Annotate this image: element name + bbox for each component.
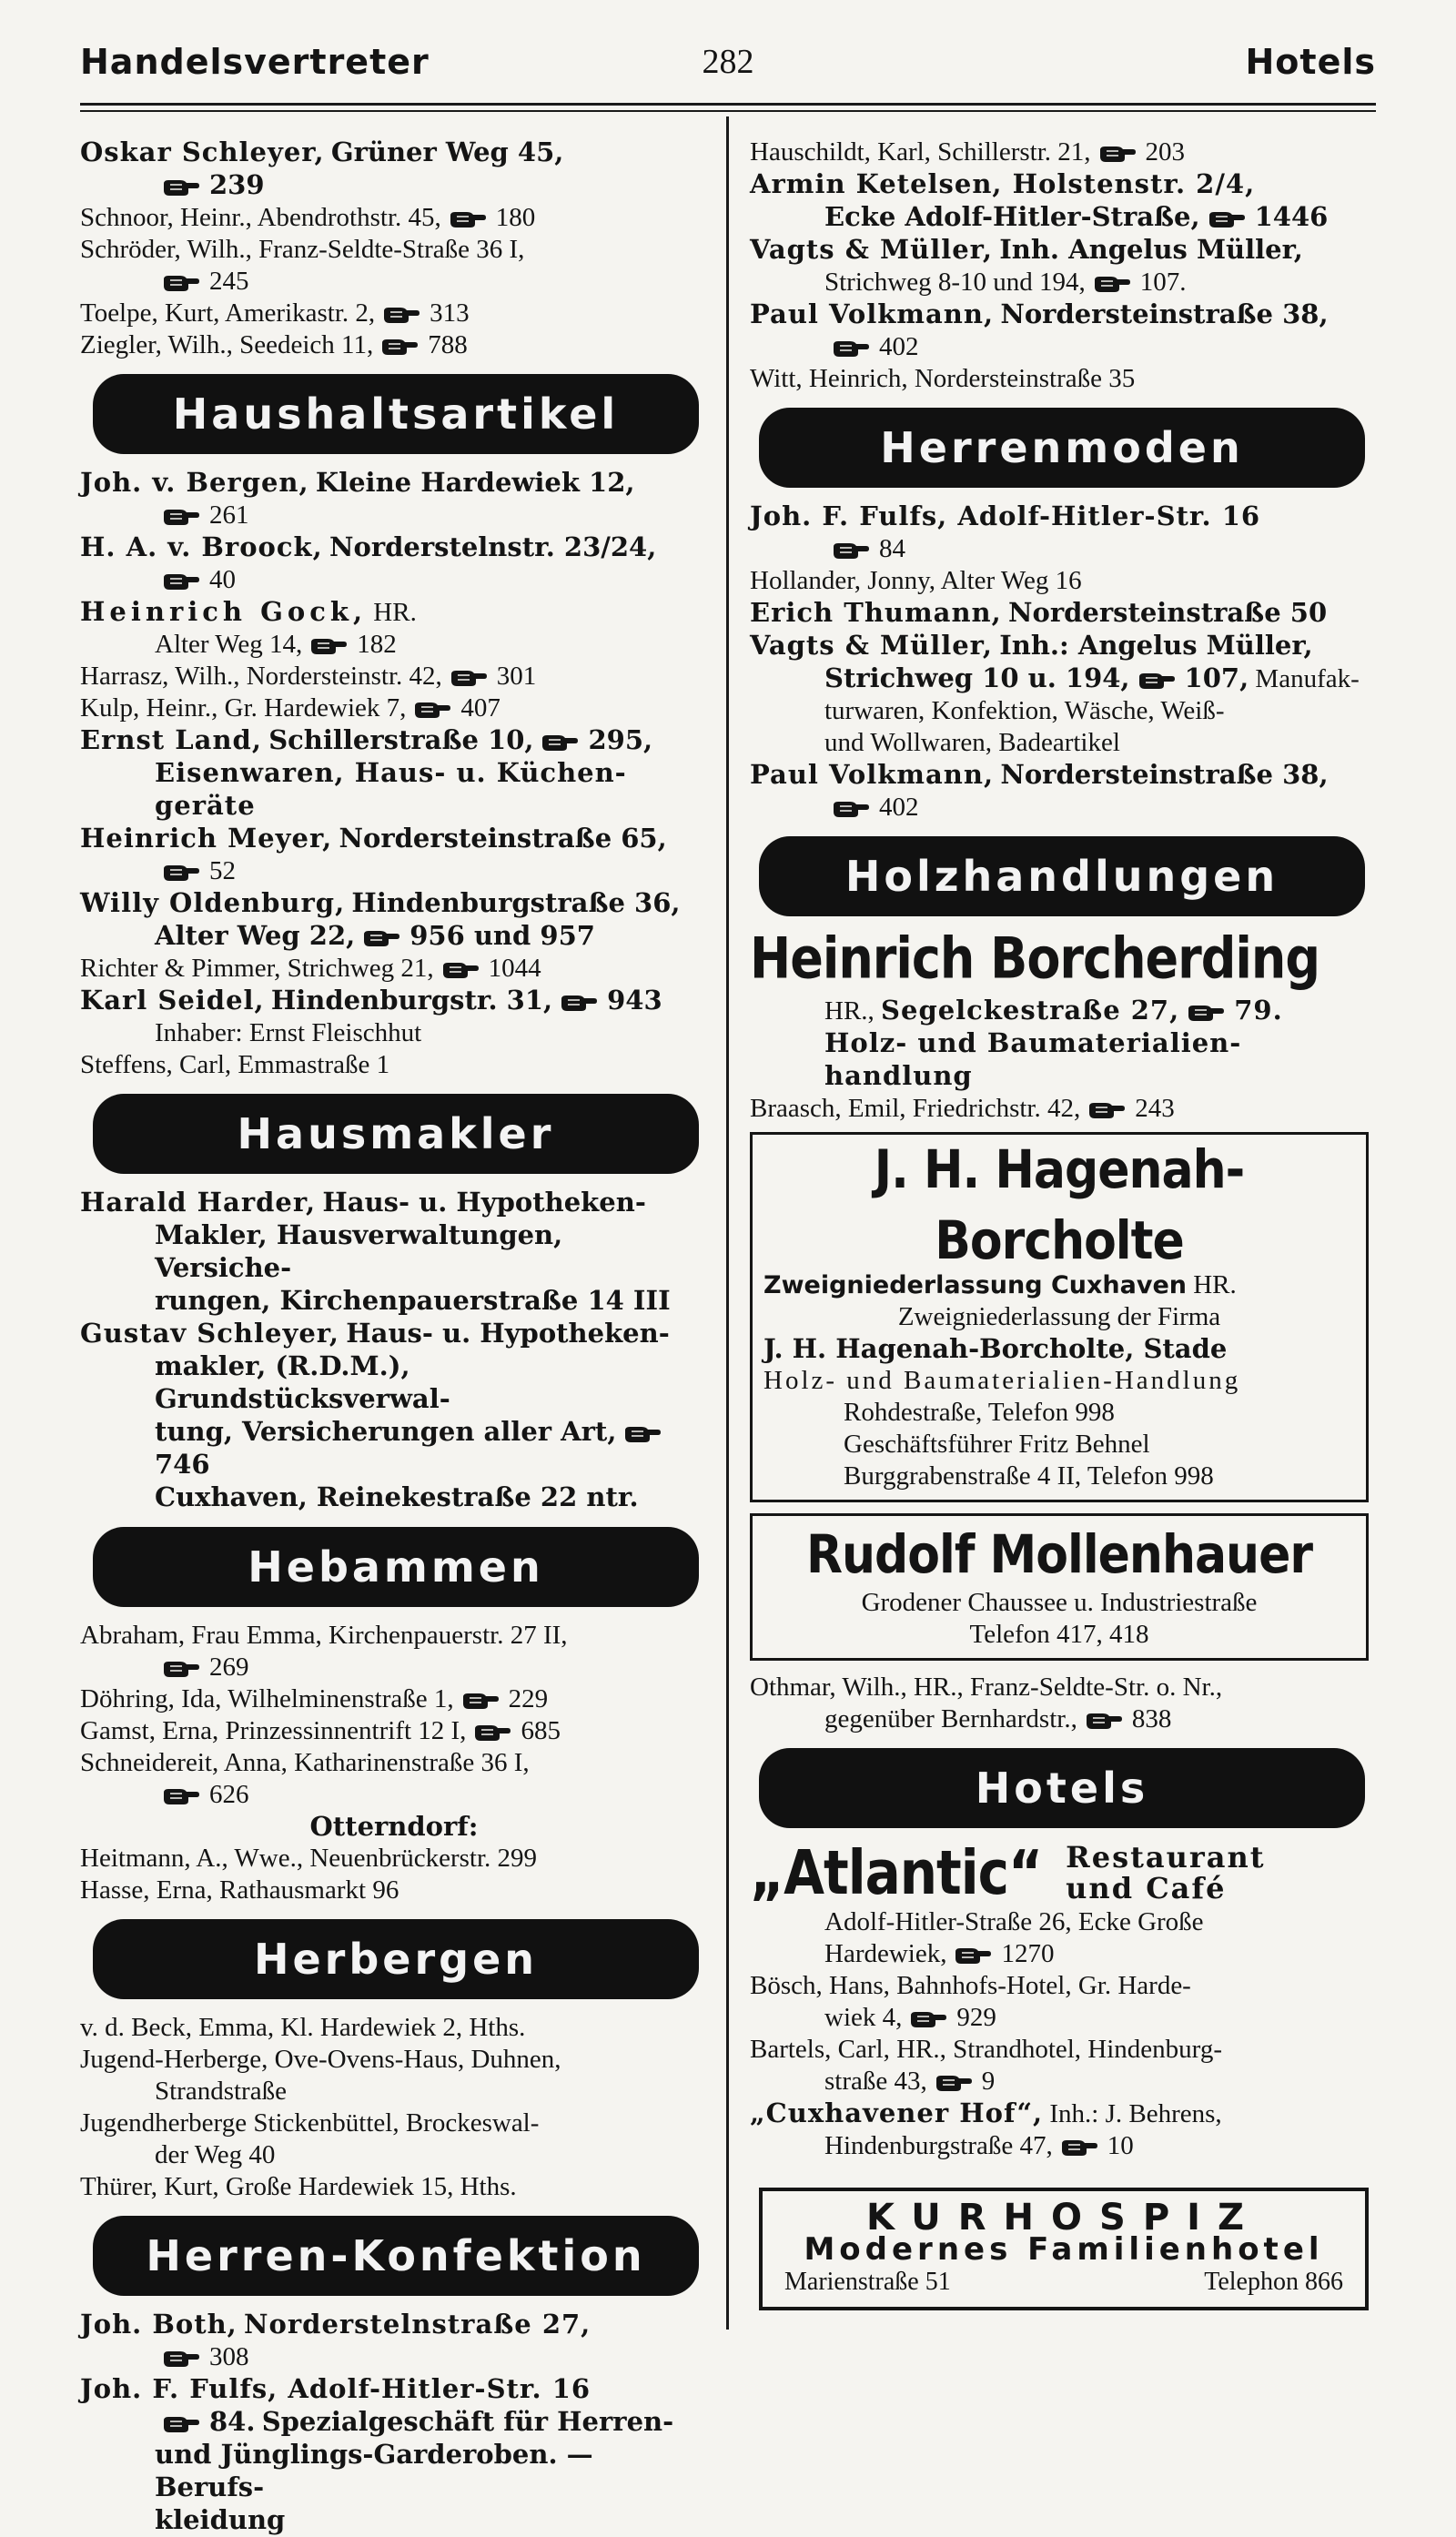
section-banner-hausmakler: Hausmakler bbox=[93, 1094, 699, 1174]
telephone-icon bbox=[309, 635, 348, 657]
advert-atlantic bbox=[750, 1836, 1378, 1909]
header-left-title: Handelsvertreter bbox=[80, 42, 430, 82]
section-banner-herren-konfektion: Herren-Konfektion bbox=[93, 2216, 699, 2296]
advert-rudolf-mollenhauer bbox=[750, 1513, 1369, 1661]
listing-entry: Joh. Both, Norderstelnstraße 27, bbox=[80, 2309, 592, 2340]
telephone-icon bbox=[461, 1690, 500, 1712]
listing-entry-cont: 402 bbox=[750, 331, 1378, 363]
advert-line: Geschäftsführer Fritz Behnel bbox=[844, 1430, 1150, 1459]
telephone-icon bbox=[162, 1658, 200, 1680]
advert-line: Holz- und Baumaterialien-Handlung bbox=[763, 1366, 1241, 1395]
listing-entry: Hollander, Jonny, Alter Weg 16 bbox=[750, 566, 1082, 595]
listing-entry-cont: Makler, Hausverwaltungen, Versiche- bbox=[155, 1219, 563, 1283]
listing-entry-cont: 308 bbox=[80, 2341, 708, 2373]
advert-line: J. H. Hagenah-Borcholte, Stade bbox=[763, 1333, 1228, 1364]
section-banner-hebammen: Hebammen bbox=[93, 1527, 699, 1607]
listing-entry: Joh. v. Bergen, Kleine Hardewiek 12, bbox=[80, 467, 635, 498]
telephone-icon bbox=[162, 506, 200, 528]
telephone-icon bbox=[1098, 143, 1137, 165]
listing-entry: Karl Seidel, Hindenburgstr. 31, 943 bbox=[80, 985, 662, 1016]
listing-entry: Hasse, Erna, Rathausmarkt 96 bbox=[80, 1875, 399, 1905]
section-banner-herbergen: Herbergen bbox=[93, 1919, 699, 1999]
listing-entry: Braasch, Emil, Friedrichstr. 42, 243 bbox=[750, 1094, 1175, 1123]
listing-entry: Schnoor, Heinr., Abendrothstr. 45, 180 bbox=[80, 203, 536, 232]
telephone-icon bbox=[1085, 1710, 1123, 1732]
advert-line: Burggrabenstraße 4 II, Telefon 998 bbox=[844, 1461, 1214, 1491]
listing-entry: Paul Volkmann, Nordersteinstraße 38, bbox=[750, 298, 1329, 329]
telephone-icon bbox=[954, 1945, 992, 1966]
page-header bbox=[80, 42, 1376, 89]
listing-entry: Steffens, Carl, Emmastraße 1 bbox=[80, 1050, 390, 1079]
listing-entry-cont: 84 bbox=[750, 533, 1378, 565]
telephone-icon bbox=[413, 699, 451, 721]
listing-entry: Richter & Pimmer, Strichweg 21, 1044 bbox=[80, 954, 541, 983]
listing-entry: Kulp, Heinr., Gr. Hardewiek 7, 407 bbox=[80, 693, 500, 723]
listing-entry-cont: Hindenburgstraße 47, 10 bbox=[824, 2131, 1134, 2160]
listing-entry-cont: Eisenwaren, Haus- u. Küchen- bbox=[155, 757, 627, 788]
telephone-icon bbox=[362, 927, 400, 949]
listing-entry: Witt, Heinrich, Nordersteinstraße 35 bbox=[750, 364, 1136, 393]
listing-entry-cont: 626 bbox=[80, 1779, 708, 1811]
telephone-icon bbox=[450, 667, 488, 689]
listing-entry: Hauschildt, Karl, Schillerstr. 21, 203 bbox=[750, 137, 1186, 167]
listing-entry: Othmar, Wilh., HR., Franz-Seldte-Str. o. Nr., bbox=[750, 1673, 1223, 1702]
advert-line: Zweigniederlassung der Firma bbox=[897, 1302, 1221, 1331]
telephone-icon bbox=[162, 272, 200, 294]
listing-entry-cont: 84. Spezialgeschäft für Herren- bbox=[80, 2406, 708, 2439]
listing-entry-cont: kleidung bbox=[155, 2504, 286, 2535]
section-banner-hotels: Hotels bbox=[759, 1748, 1365, 1828]
page-number: 282 bbox=[702, 43, 754, 81]
telephone-icon bbox=[449, 208, 487, 230]
listing-entry-cont: gegenüber Bernhardstr., 838 bbox=[824, 1704, 1172, 1733]
listing-entry-cont: 261 bbox=[80, 500, 708, 531]
telephone-icon bbox=[162, 571, 200, 592]
listing-entry-cont: straße 43, 9 bbox=[824, 2067, 996, 2096]
telephone-icon bbox=[1087, 1099, 1126, 1121]
telephone-icon bbox=[441, 959, 480, 981]
listing-entry: Döhring, Ida, Wilhelminenstraße 1, 229 bbox=[80, 1684, 549, 1713]
advert-kurhospiz-contact: Marienstraße 51 Telephon 866 bbox=[784, 2268, 1343, 2296]
listing-entry: Heitmann, A., Wwe., Neuenbrückerstr. 299 bbox=[80, 1844, 538, 1873]
listing-entry-cont: Strandstraße bbox=[155, 2077, 287, 2106]
telephone-icon bbox=[623, 1423, 662, 1445]
listing-entry: v. d. Beck, Emma, Kl. Hardewiek 2, Hths. bbox=[80, 2013, 526, 2042]
listing-entry-cont: Alter Weg 14, 182 bbox=[155, 630, 397, 659]
listing-entry: Heinrich Meyer, Nordersteinstraße 65, bbox=[80, 823, 667, 854]
telephone-icon bbox=[162, 2348, 200, 2370]
telephone-icon bbox=[1187, 1002, 1225, 1024]
advert-kurhospiz-title: KURHOSPIZ bbox=[865, 2197, 1262, 2239]
telephone-icon bbox=[162, 1785, 200, 1807]
column-divider bbox=[726, 116, 729, 2330]
listing-entry: Thürer, Kurt, Große Hardewiek 15, Hths. bbox=[80, 2172, 517, 2201]
listing-entry: Bösch, Hans, Bahnhofs-Hotel, Gr. Harde- bbox=[750, 1971, 1191, 2000]
advert-logo: Rudolf Mollenhauer bbox=[805, 1524, 1312, 1586]
listing-entry: Vagts & Müller, Inh. Angelus Müller, bbox=[750, 234, 1303, 265]
listing-entry: Paul Volkmann, Nordersteinstraße 38, bbox=[750, 759, 1329, 790]
section-banner-holzhandlungen: Holzhandlungen bbox=[759, 836, 1365, 916]
advert-line: Zweigniederlassung Cuxhaven HR. bbox=[763, 1270, 1237, 1299]
listing-entry: H. A. v. Broock, Norderstelnstr. 23/24, bbox=[80, 531, 657, 562]
listing-entry-cont: 402 bbox=[750, 792, 1378, 824]
telephone-icon bbox=[162, 177, 200, 198]
section-banner-haushaltsartikel: Haushaltsartikel bbox=[93, 374, 699, 454]
telephone-icon bbox=[162, 2413, 200, 2435]
listing-entry: Erich Thumann, Nordersteinstraße 50 bbox=[750, 597, 1328, 628]
advert-atlantic-tag: Restaurant und Café bbox=[1066, 1840, 1266, 1905]
telephone-icon bbox=[162, 862, 200, 884]
listing-entry: Armin Ketelsen, Holstenstr. 2/4, bbox=[750, 168, 1256, 199]
listing-entry-cont: wiek 4, 929 bbox=[824, 2003, 996, 2032]
section-banner-herrenmoden: Herrenmoden bbox=[759, 408, 1365, 488]
listing-entry-cont: Strichweg 8-10 und 194, 107. bbox=[824, 268, 1187, 297]
advert-hagenah-borcholte bbox=[750, 1132, 1369, 1502]
listing-entry: Gustav Schleyer, Haus- u. Hypotheken- bbox=[80, 1318, 670, 1349]
advert-kurhospiz-subtitle: Modernes Familienhotel bbox=[804, 2231, 1324, 2268]
telephone-icon bbox=[832, 540, 870, 561]
left-column bbox=[80, 136, 708, 2537]
telephone-icon bbox=[832, 338, 870, 359]
listing-entry-cont: HR., Segelckestraße 27, 79. bbox=[824, 995, 1283, 1026]
listing-entry-cont: Hardewiek, 1270 bbox=[824, 1939, 1055, 1968]
listing-entry: Gamst, Erna, Prinzessinnentrift 12 I, 685 bbox=[80, 1716, 561, 1745]
advert-atlantic-name: „Atlantic“ bbox=[750, 1836, 1043, 1909]
telephone-icon bbox=[473, 1722, 511, 1744]
listing-entry: Harald Harder, Haus- u. Hypotheken- bbox=[80, 1187, 646, 1218]
listing-entry: „Cuxhavener Hof“, Inh.: J. Behrens, bbox=[750, 2097, 1222, 2128]
listing-entry: Harrasz, Wilh., Nordersteinstr. 42, 301 bbox=[80, 662, 537, 691]
listing-entry-cont: und Jünglings-Garderoben. — Berufs- bbox=[155, 2439, 593, 2502]
listing-entry: Abraham, Frau Emma, Kirchenpauerstr. 27 II, bbox=[80, 1621, 568, 1650]
header-right-title: Hotels bbox=[1245, 42, 1376, 82]
telephone-icon bbox=[832, 798, 870, 820]
telephone-icon bbox=[1093, 273, 1131, 295]
telephone-icon bbox=[909, 2008, 947, 2030]
listing-entry: Schneidereit, Anna, Katharinenstraße 36 I, bbox=[80, 1748, 530, 1777]
advert-line: Telefon 417, 418 bbox=[969, 1620, 1149, 1649]
advert-logo: J. H. Hagenah-Borcholte bbox=[874, 1139, 1245, 1272]
listing-entry-cont: Alter Weg 22, 956 und 957 bbox=[155, 920, 595, 951]
listing-entry-cont: 40 bbox=[80, 564, 708, 596]
listing-entry-cont: 245 bbox=[80, 266, 708, 298]
listing-entry-cont: handlung bbox=[824, 1060, 973, 1091]
header-rule-thick bbox=[80, 103, 1376, 106]
listing-entry-cont: turwaren, Konfektion, Wäsche, Weiß- bbox=[824, 696, 1225, 725]
telephone-icon bbox=[1060, 2137, 1098, 2158]
advert-heinrich-borcherding: Heinrich Borcherding bbox=[750, 925, 1320, 992]
listing-entry: Schröder, Wilh., Franz-Seldte-Straße 36 I, bbox=[80, 235, 525, 264]
listing-entry-cont: Ecke Adolf-Hitler-Straße, 1446 bbox=[824, 201, 1329, 232]
listing-entry-cont: Inhaber: Ernst Fleischhut bbox=[155, 1018, 422, 1047]
advert-line: Grodener Chaussee u. Industriestraße bbox=[861, 1588, 1258, 1617]
telephone-icon bbox=[560, 992, 598, 1014]
listing-entry: Vagts & Müller, Inh.: Angelus Müller, bbox=[750, 630, 1313, 661]
telephone-icon bbox=[935, 2072, 973, 2094]
listing-entry-cont: Holz- und Baumaterialien- bbox=[824, 1027, 1242, 1058]
right-column bbox=[750, 136, 1378, 2310]
listing-entry-cont: 269 bbox=[80, 1652, 708, 1683]
listing-entry: Joh. F. Fulfs, Adolf-Hitler-Str. 16 bbox=[80, 2373, 592, 2404]
telephone-icon bbox=[1138, 670, 1176, 692]
listing-entry-cont: makler, (R.D.M.), Grundstücksverwal- bbox=[155, 1350, 450, 1414]
listing-entry-cont: rungen, Kirchenpauerstraße 14 III bbox=[155, 1285, 671, 1316]
listing-entry: Joh. F. Fulfs, Adolf-Hitler-Str. 16 bbox=[750, 500, 1261, 531]
listing-entry-cont: Cuxhaven, Reinekestraße 22 ntr. bbox=[155, 1481, 639, 1512]
listing-entry: Ziegler, Wilh., Seedeich 11, 788 bbox=[80, 330, 468, 359]
telephone-icon bbox=[382, 304, 420, 326]
listing-entry-cont: 52 bbox=[80, 855, 708, 887]
listing-entry-cont: und Wollwaren, Badeartikel bbox=[824, 728, 1120, 757]
listing-entry: Bartels, Carl, HR., Strandhotel, Hindenburg- bbox=[750, 2035, 1222, 2064]
listing-entry: Oskar Schleyer, Grüner Weg 45, bbox=[80, 136, 564, 167]
listing-entry: Willy Oldenburg, Hindenburgstraße 36, bbox=[80, 887, 681, 918]
listing-entry: Jugendherberge Stickenbüttel, Brockeswal- bbox=[80, 2108, 540, 2138]
telephone-icon bbox=[1208, 208, 1246, 230]
listing-entry-cont: Strichweg 10 u. 194, 107, Manufak- bbox=[824, 662, 1360, 693]
listing-entry-cont: tung, Versicherungen aller Art, 746 bbox=[80, 1416, 708, 1481]
listing-entry: Ernst Land, Schillerstraße 10, 295, bbox=[80, 724, 653, 755]
listing-entry-cont: Adolf-Hitler-Straße 26, Ecke Große bbox=[824, 1907, 1204, 1936]
telephone-icon bbox=[541, 732, 579, 753]
listing-entry: Jugend-Herberge, Ove-Ovens-Haus, Duhnen, bbox=[80, 2045, 561, 2074]
listing-entry-cont: 239 bbox=[80, 169, 708, 202]
subheading-otterndorf: Otterndorf: bbox=[309, 1811, 479, 1842]
telephone-icon bbox=[380, 336, 419, 358]
listing-entry-cont: geräte bbox=[155, 790, 256, 821]
advert-line: Rohdestraße, Telefon 998 bbox=[844, 1398, 1115, 1427]
header-rule-thin bbox=[80, 110, 1376, 112]
advert-kurhospiz bbox=[759, 2188, 1369, 2310]
listing-entry-cont: der Weg 40 bbox=[155, 2140, 276, 2169]
listing-entry: Heinrich Gock, HR. bbox=[80, 596, 417, 627]
listing-entry: Toelpe, Kurt, Amerikastr. 2, 313 bbox=[80, 298, 470, 328]
